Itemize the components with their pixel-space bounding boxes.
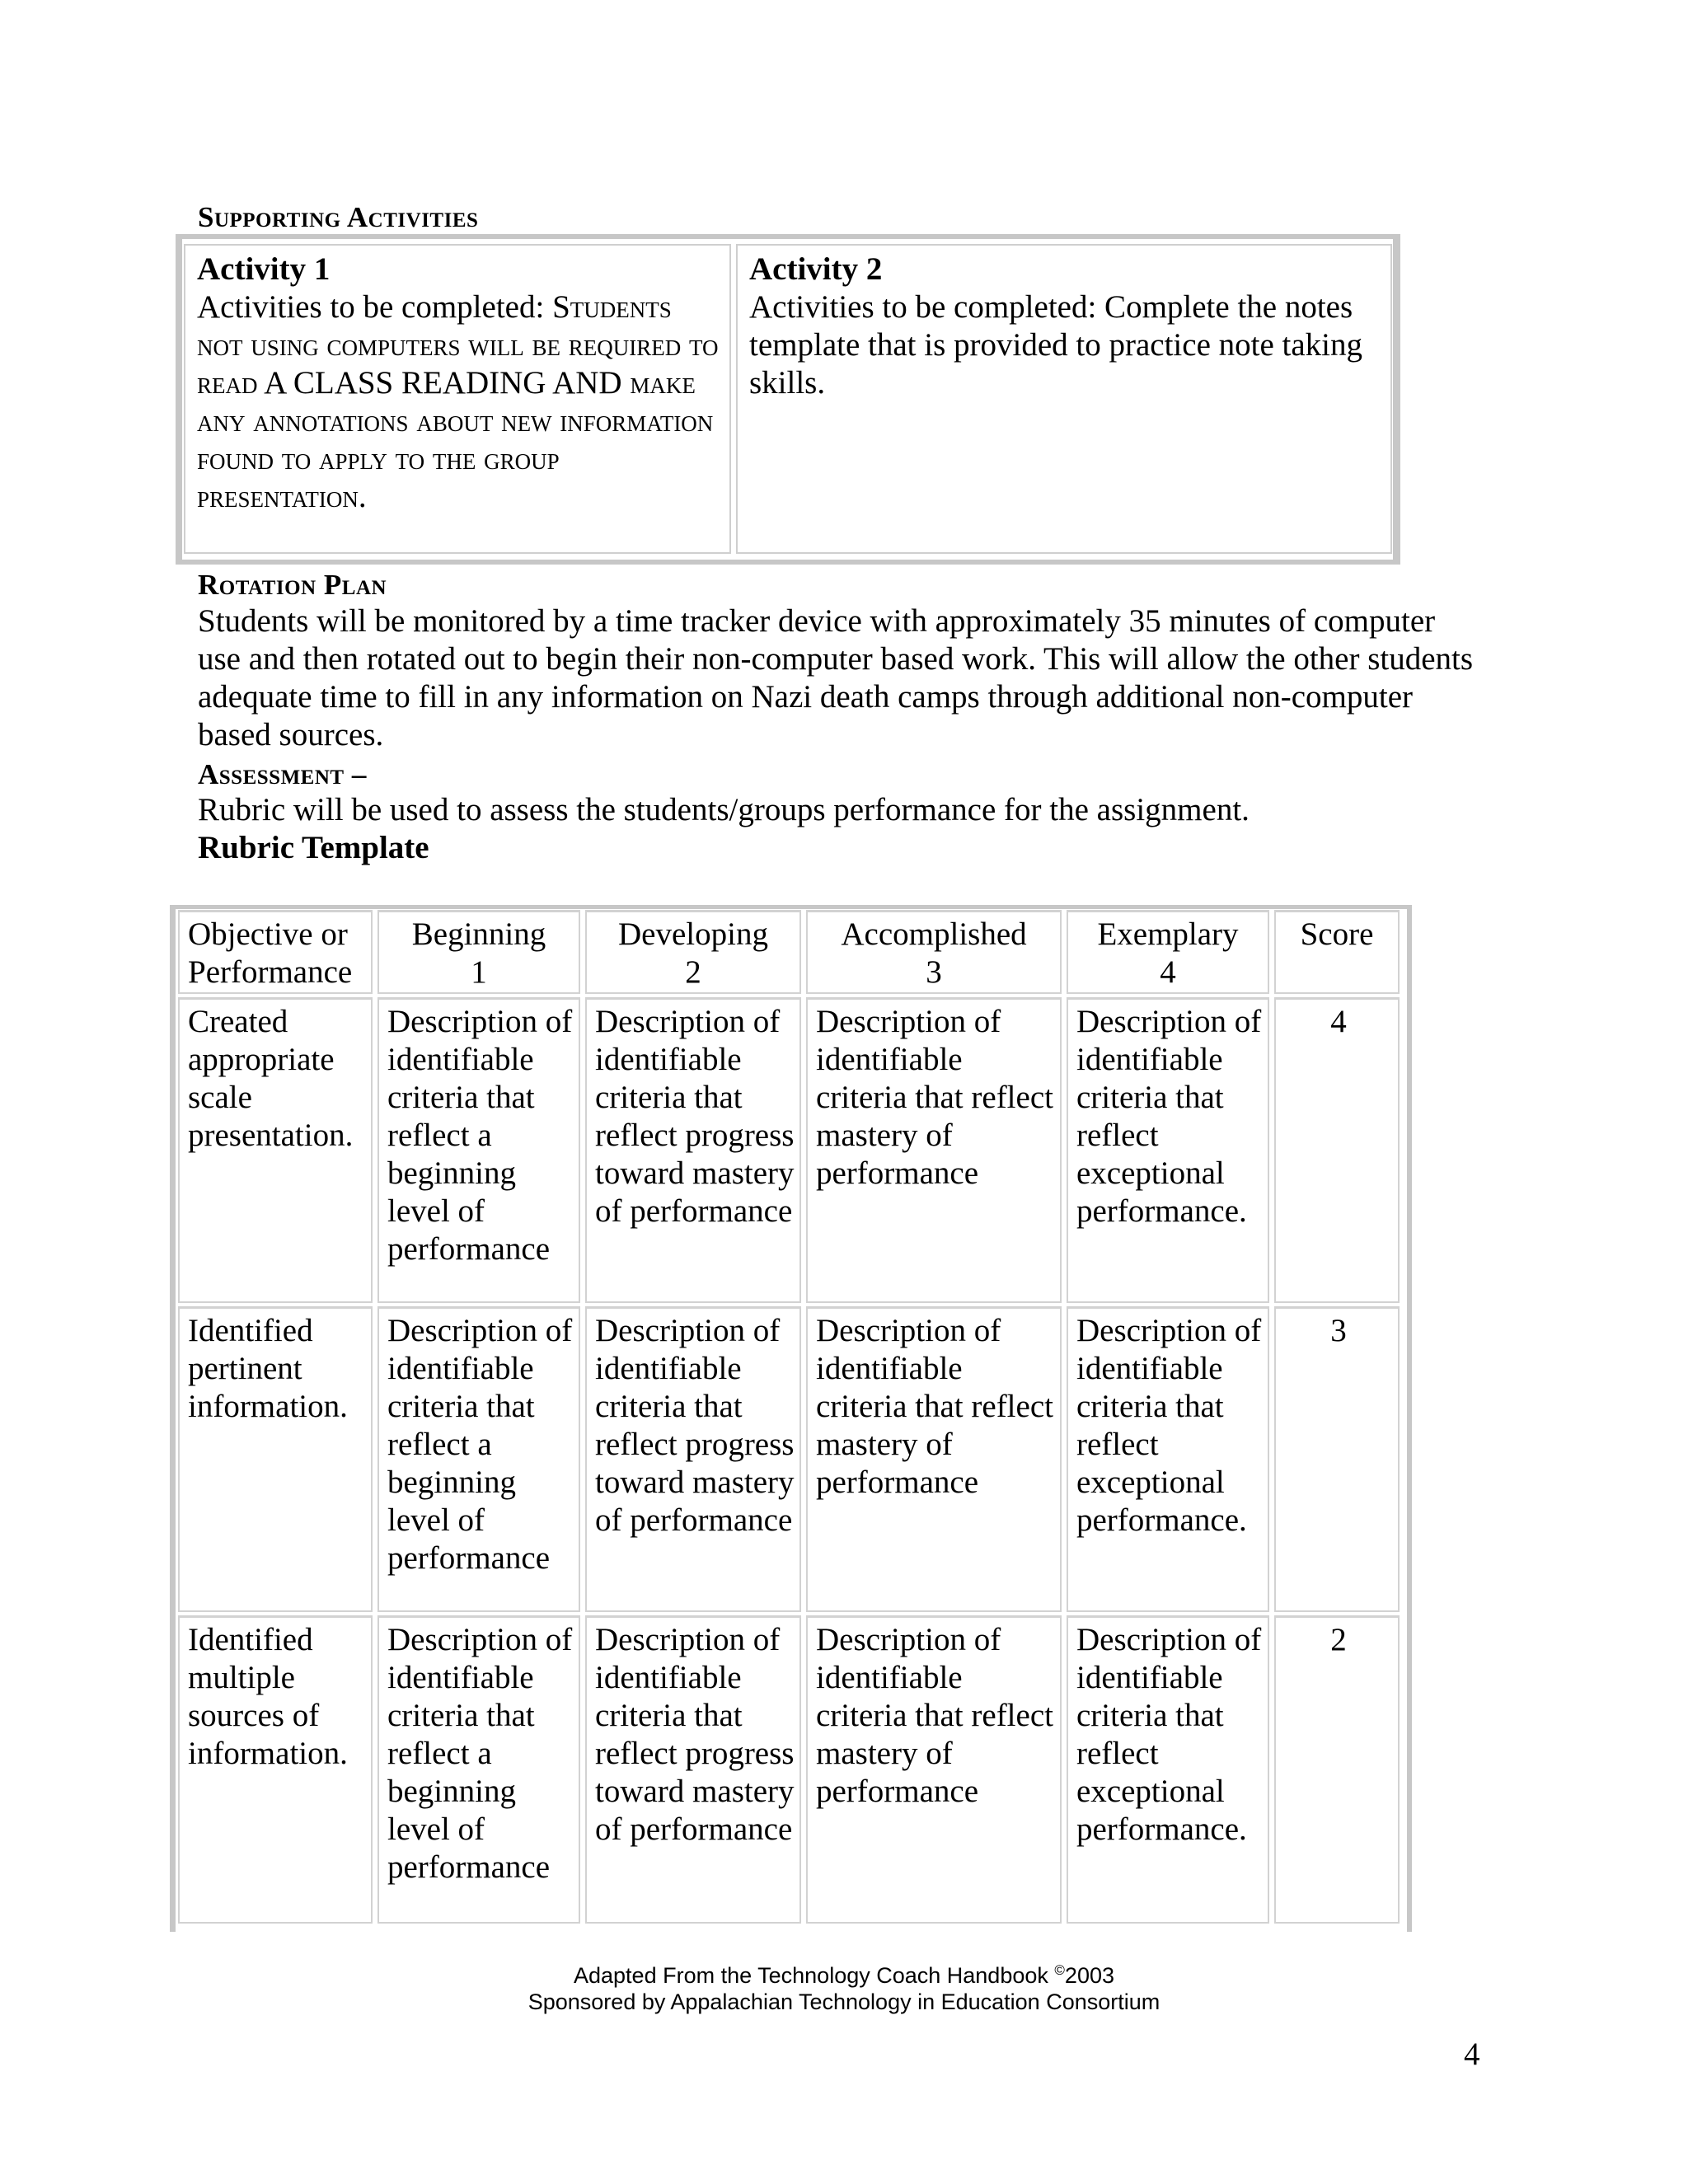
- rubric-header-beginning: [377, 910, 580, 994]
- rubric-cell-objective: Identified multiple sources of information.: [178, 1615, 373, 1924]
- rubric-header-label: Beginning: [411, 916, 546, 952]
- rubric-header-level: 3: [926, 954, 942, 990]
- rubric-cell-developing: Description of identifiable criteria that reflect progress toward mastery of performance: [585, 1306, 801, 1612]
- page-number: 4: [1464, 2036, 1480, 2072]
- rubric-cell-exemplary: Description of identifiable criteria that reflect exceptional performance.: [1067, 1306, 1269, 1612]
- rubric-header-developing: [585, 910, 801, 994]
- activity-1-caps: A CLASS READING AND: [257, 365, 631, 401]
- rubric-cell-exemplary: Description of identifiable criteria that reflect exceptional performance.: [1067, 1615, 1269, 1924]
- footer-line-1: [0, 1957, 1688, 1989]
- rotation-plan-heading: Rotation Plan: [198, 569, 387, 601]
- rubric-title: Rubric Template: [198, 830, 429, 865]
- rubric-header-label: Exemplary: [1097, 916, 1239, 952]
- rubric-cell-accomplished: Description of identifiable criteria that reflect mastery of performance: [806, 1306, 1062, 1612]
- activity-1-prefix: Activities to be completed:: [197, 289, 553, 325]
- rubric-cell-accomplished: Description of identifiable criteria that reflect mastery of performance: [806, 997, 1062, 1303]
- rubric-cell-accomplished: Description of identifiable criteria that reflect mastery of performance: [806, 1615, 1062, 1924]
- rubric-header-label: Score: [1300, 916, 1374, 952]
- activity-1-smallcaps-2: make any annotations about new information found to apply to the group presentation.: [197, 365, 714, 514]
- rubric-header-exemplary: [1067, 910, 1269, 994]
- activity-2-cell: [736, 244, 1392, 554]
- rubric-cell-score: 2: [1274, 1615, 1400, 1924]
- activity-1-title: Activity 1: [197, 251, 331, 287]
- rubric-header-level: 2: [685, 954, 701, 990]
- activity-2-text: Activities to be completed: Complete the notes template that is provided to practice note taking skills.: [749, 289, 1363, 401]
- rubric-cell-beginning: Description of identifiable criteria that reflect a beginning level of performance: [377, 1306, 580, 1612]
- rubric-header-accomplished: [806, 910, 1062, 994]
- assessment-heading: Assessment –: [198, 758, 367, 790]
- rubric-cell-score: 4: [1274, 997, 1400, 1303]
- rubric-header-level: 4: [1160, 954, 1176, 990]
- activity-2-title: Activity 2: [749, 251, 883, 287]
- rubric-header-objective: [178, 910, 373, 994]
- rubric-cell-score: 3: [1274, 1306, 1400, 1612]
- rubric-cell-beginning: Description of identifiable criteria that reflect a beginning level of performance: [377, 997, 580, 1303]
- copyright-symbol: ©: [1054, 1962, 1065, 1978]
- footer: [0, 1957, 1688, 2015]
- rubric-cell-developing: Description of identifiable criteria that reflect progress toward mastery of performance: [585, 997, 801, 1303]
- rubric-cell-exemplary: Description of identifiable criteria that reflect exceptional performance.: [1067, 997, 1269, 1303]
- activity-1-text: [197, 288, 722, 516]
- rubric-header-score: [1274, 910, 1400, 994]
- rubric-cell-developing: Description of identifiable criteria that reflect progress toward mastery of performance: [585, 1615, 801, 1924]
- footer-year: 2003: [1064, 1963, 1114, 1988]
- footer-line-2: Sponsored by Appalachian Technology in Education Consortium: [528, 1990, 1160, 2014]
- rubric-cell-objective: Created appropriate scale presentation.: [178, 997, 373, 1303]
- rubric-header-label: Accomplished: [841, 916, 1027, 952]
- rubric-header-label: Developing: [618, 916, 768, 952]
- rubric-header-label: Objective or Performance: [188, 916, 353, 990]
- supporting-activities-heading: Supporting Activities: [198, 201, 479, 233]
- activity-1-smallcaps-1: Students not using computers will be required to read: [197, 289, 719, 401]
- rubric-header-level: 1: [471, 954, 487, 990]
- assessment-text: Rubric will be used to assess the students/groups performance for the assignment.: [198, 792, 1250, 827]
- footer-source: Adapted From the Technology Coach Handbook: [574, 1963, 1048, 1988]
- rubric-cell-beginning: Description of identifiable criteria that reflect a beginning level of performance: [377, 1615, 580, 1924]
- rotation-plan-text: Students will be monitored by a time tracker device with approximately 35 minutes of computer use and then rotated out to begin their non-computer based work. This will allow the other students adequate time to fill in any information on Nazi death camps through additional non-computer based sources.: [198, 603, 1474, 752]
- activity-1-cell: [184, 244, 731, 554]
- rubric-cell-objective: Identified pertinent information.: [178, 1306, 373, 1612]
